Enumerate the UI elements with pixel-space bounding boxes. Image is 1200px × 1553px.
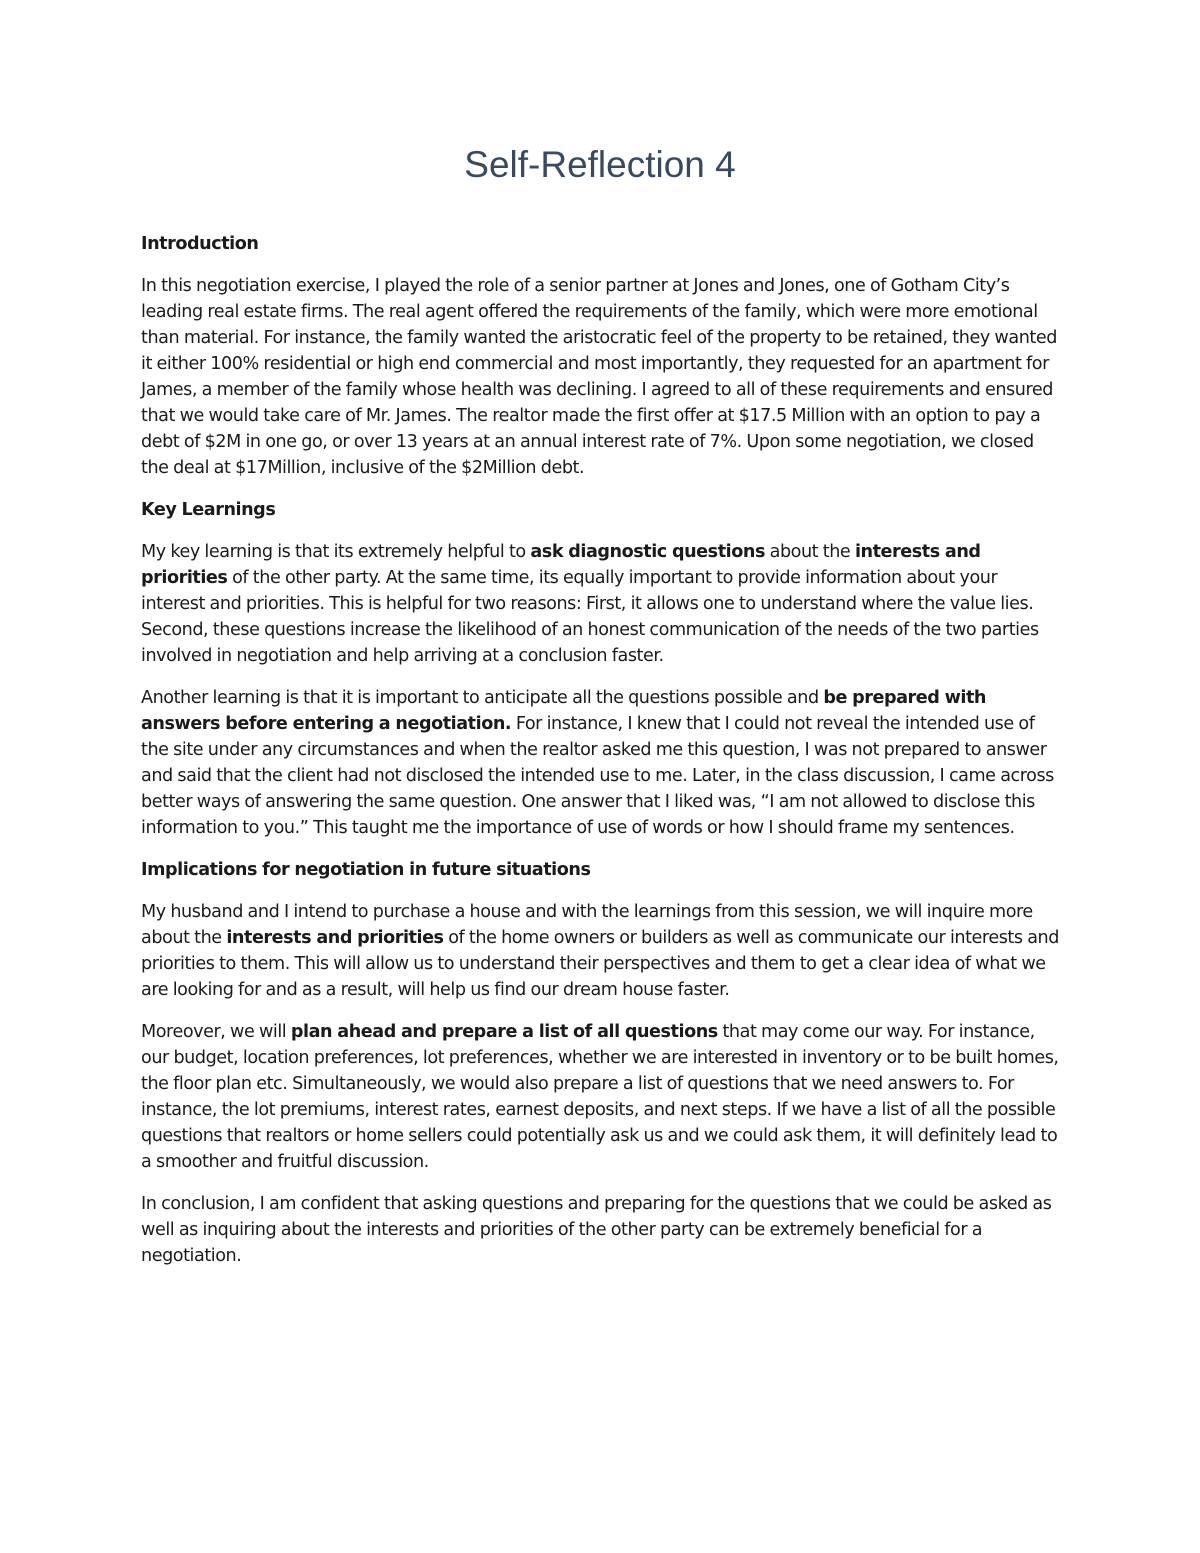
implications-paragraph-1 (141, 899, 1061, 1003)
text-run: of the other party. At the same time, its equally important to provide information about your interest and priorities. This is helpful for two reasons: First, it allows one to understand where the value lies. Second, these questions increase the likelihood of an honest communication of the needs of the two parties involved in negotiation and help arriving at a conclusion faster. (141, 568, 1039, 666)
document-title: Self-Reflection 4 (464, 144, 736, 185)
text-run: of the home owners or builders as well as communicate our interests and priorities to them. This will allow us to understand their perspectives and them to get a clear idea of what we are looking for and as a result, will help us find our dream house faster. (141, 928, 1059, 1000)
conclusion-paragraph: In conclusion, I am confident that asking questions and preparing for the questions that we could be asked as well as inquiring about the interests and priorities of the other party can be extremely beneficial for a negotiation. (141, 1194, 1052, 1266)
text-run: My key learning is that its extremely helpful to (141, 542, 531, 562)
document-body (141, 231, 1061, 1285)
bold-run: interests and priorities (226, 928, 444, 948)
bold-run: be prepared with answers before entering a negotiation. (141, 688, 986, 734)
introduction-paragraph: In this negotiation exercise, I played the role of a senior partner at Jones and Jones, one of Gotham City’s leading real estate firms. The real agent offered the requirements of the family, which were more emotional than material. For instance, the family wanted the aristocratic feel of the property to be retained, they wanted it either 100% residential or high end commercial and most importantly, they requested for an apartment for James, a member of the family whose health was declining. I agreed to all of these requirements and ensured that we would take care of Mr. James. The realtor made the first offer at $17.5 Million with an option to pay a debt of $2M in one go, or over 13 years at an annual interest rate of 7%. Upon some negotiation, we closed the deal at $17Million, inclusive of the $2Million debt. (141, 276, 1057, 478)
key-learnings-paragraph-1 (141, 539, 1061, 669)
text-run: My husband and I intend to purchase a house and with the learnings from this session, we will inquire more about the (141, 902, 1033, 948)
text-run: Another learning is that it is important to anticipate all the questions possible and (141, 688, 824, 708)
text-run: about the (764, 542, 855, 562)
implications-paragraph-2 (141, 1019, 1061, 1175)
section-heading-introduction: Introduction (141, 234, 259, 254)
text-run: that may come our way. For instance, our budget, location preferences, lot preferences, whether we are interested in inventory or to be built homes, the floor plan etc. Simultaneously, we would also prepare a list of questions that we need answers to. For instance, the lot premiums, interest rates, earnest deposits, and next steps. If we have a list of all the possible questions that realtors or home sellers could potentially ask us and we could ask them, it will definitely lead to a smoother and fruitful discussion. (141, 1022, 1059, 1172)
text-run: For instance, I knew that I could not reveal the intended use of the site under any circumstances and when the realtor asked me this question, I was not prepared to answer and said that the client had not disclosed the intended use to me. Later, in the class discussion, I came across better ways of answering the same question. One answer that I liked was, “I am not allowed to disclose this information to you.” This taught me the importance of use of words or how I should frame my sentences. (141, 714, 1054, 838)
key-learnings-paragraph-2 (141, 685, 1061, 841)
bold-run: interests and priorities (141, 542, 981, 588)
bold-run: ask diagnostic questions (530, 542, 765, 562)
text-run: Moreover, we will (141, 1022, 291, 1042)
section-heading-implications: Implications for negotiation in future situations (141, 860, 591, 880)
bold-run: plan ahead and prepare a list of all questions (290, 1022, 718, 1042)
section-heading-key-learnings: Key Learnings (141, 500, 276, 520)
